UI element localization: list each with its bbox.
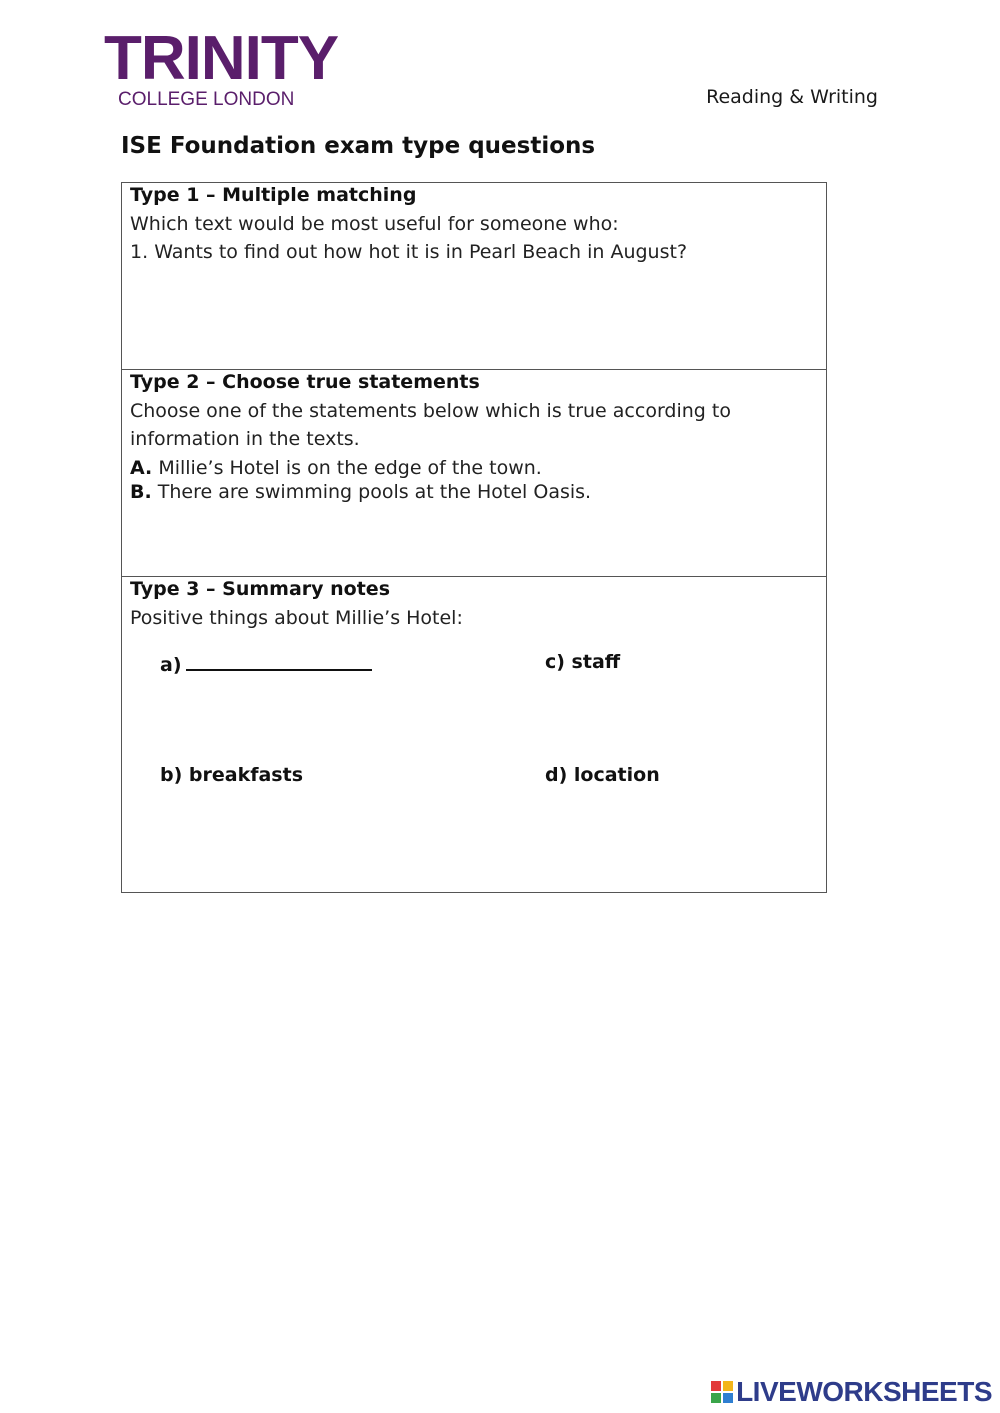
section-heading: Type 1 – Multiple matching: [130, 184, 417, 206]
section-heading: Type 2 – Choose true statements: [130, 371, 480, 393]
icon-tile: [722, 1380, 734, 1392]
liveworksheets-logo: [710, 1377, 992, 1407]
note-label: a): [160, 654, 182, 676]
option-b: [130, 478, 591, 506]
icon-tile: [722, 1392, 734, 1404]
section-intro: Positive things about Millie’s Hotel:: [130, 607, 463, 629]
section-intro: Which text would be most useful for someone who:: [130, 213, 619, 235]
liveworksheets-wordmark: LIVEWORKSHEETS: [736, 1376, 992, 1407]
option-text: There are swimming pools at the Hotel Oasis.: [157, 481, 592, 503]
section-intro-line1: Choose one of the statements below which is true according to: [130, 400, 731, 422]
section-type1: [122, 183, 826, 369]
logo-subtitle: COLLEGE LONDON: [118, 89, 295, 110]
option-letter: B.: [130, 481, 152, 503]
page-title: ISE Foundation exam type questions: [121, 133, 596, 159]
section-heading: Type 3 – Summary notes: [130, 578, 390, 600]
note-a: [160, 651, 372, 676]
icon-tile: [710, 1380, 722, 1392]
section-intro-line2: information in the texts.: [130, 428, 360, 450]
question-table: [121, 182, 827, 893]
section-type3: [122, 576, 826, 892]
answer-blank[interactable]: [186, 651, 372, 671]
note-b: b) breakfasts: [160, 764, 304, 786]
skill-label: Reading & Writing: [706, 86, 878, 108]
option-text: Millie’s Hotel is on the edge of the town.: [158, 457, 542, 479]
question-item: [130, 238, 687, 266]
liveworksheets-icon: [710, 1380, 734, 1404]
note-c: c) staff: [545, 651, 621, 673]
icon-tile: [710, 1392, 722, 1404]
note-d: d) location: [545, 764, 660, 786]
trinity-logo: [104, 24, 364, 114]
item-number: 1.: [130, 241, 149, 263]
item-text: Wants to find out how hot it is in Pearl Beach in August?: [154, 241, 688, 263]
logo-wordmark: TRINITY: [104, 24, 339, 93]
section-type2: [122, 369, 826, 576]
option-letter: A.: [130, 457, 153, 479]
